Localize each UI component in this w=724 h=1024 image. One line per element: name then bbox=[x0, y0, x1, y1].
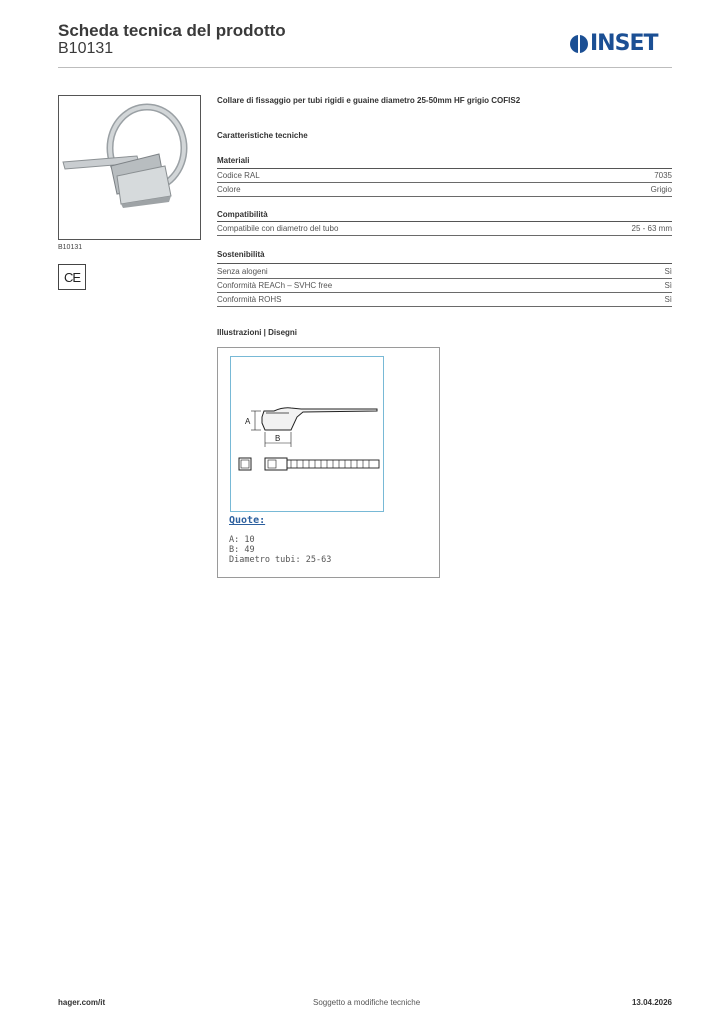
spec-label: Colore bbox=[217, 185, 241, 194]
brand-logo bbox=[570, 31, 674, 57]
spec-label: Conformità ROHS bbox=[217, 295, 282, 304]
dimension-b: B: 49 bbox=[229, 545, 255, 555]
logo-mark-icon bbox=[570, 35, 588, 53]
spec-label: Compatibile con diametro del tubo bbox=[217, 224, 339, 233]
spec-value: Sì bbox=[664, 295, 672, 304]
spec-row bbox=[217, 265, 672, 279]
group-title-compatibilita: Compatibilità bbox=[217, 210, 268, 219]
footer-website-link[interactable]: hager.com/it bbox=[58, 998, 106, 1007]
header-divider bbox=[58, 67, 672, 68]
spec-row bbox=[217, 169, 672, 183]
spec-label: Conformità REACh – SVHC free bbox=[217, 281, 333, 290]
logo-text: INSET bbox=[590, 31, 658, 56]
dimension-a: A: 10 bbox=[229, 535, 255, 545]
photo-caption: B10131 bbox=[58, 244, 83, 251]
specs-heading: Caratteristiche tecniche bbox=[217, 131, 308, 140]
spec-value: 7035 bbox=[654, 171, 672, 180]
spec-label: Codice RAL bbox=[217, 171, 260, 180]
spec-row bbox=[217, 279, 672, 293]
product-description: Collare di fissaggio per tubi rigidi e guaine diametro 25-50mm HF grigio COFIS2 bbox=[217, 96, 521, 105]
dimension-diameter: Diametro tubi: 25-63 bbox=[229, 555, 332, 565]
spec-row bbox=[217, 222, 672, 236]
product-photo bbox=[58, 95, 201, 240]
footer-date: 13.04.2026 bbox=[631, 998, 672, 1007]
spec-label: Senza alogeni bbox=[217, 267, 268, 276]
spec-row bbox=[217, 293, 672, 307]
spec-value: Sì bbox=[664, 281, 672, 290]
page-title: Scheda tecnica del prodotto bbox=[58, 21, 286, 40]
spec-value: Sì bbox=[664, 267, 672, 276]
technical-drawing bbox=[217, 347, 440, 578]
dimension-label-a: A bbox=[245, 417, 251, 426]
drawing-frame bbox=[230, 356, 384, 512]
spec-row bbox=[217, 183, 672, 197]
drawings-heading: Illustrazioni | Disegni bbox=[217, 328, 298, 337]
cable-clamp-icon bbox=[59, 96, 201, 240]
spec-value: 25 - 63 mm bbox=[631, 224, 672, 233]
spec-value: Grigio bbox=[650, 185, 672, 194]
product-code: B10131 bbox=[58, 40, 114, 57]
ce-mark-icon: CE bbox=[58, 264, 86, 290]
quote-title: Quote: bbox=[229, 515, 266, 526]
footer-note: Soggetto a modifiche tecniche bbox=[313, 998, 421, 1007]
group-title-materiali: Materiali bbox=[217, 156, 250, 165]
group-rule bbox=[217, 263, 672, 264]
group-title-sostenibilita: Sostenibilità bbox=[217, 250, 265, 259]
dimension-drawing-icon bbox=[231, 357, 385, 513]
dimension-label-b: B bbox=[275, 434, 281, 443]
dimension-list bbox=[229, 515, 331, 565]
